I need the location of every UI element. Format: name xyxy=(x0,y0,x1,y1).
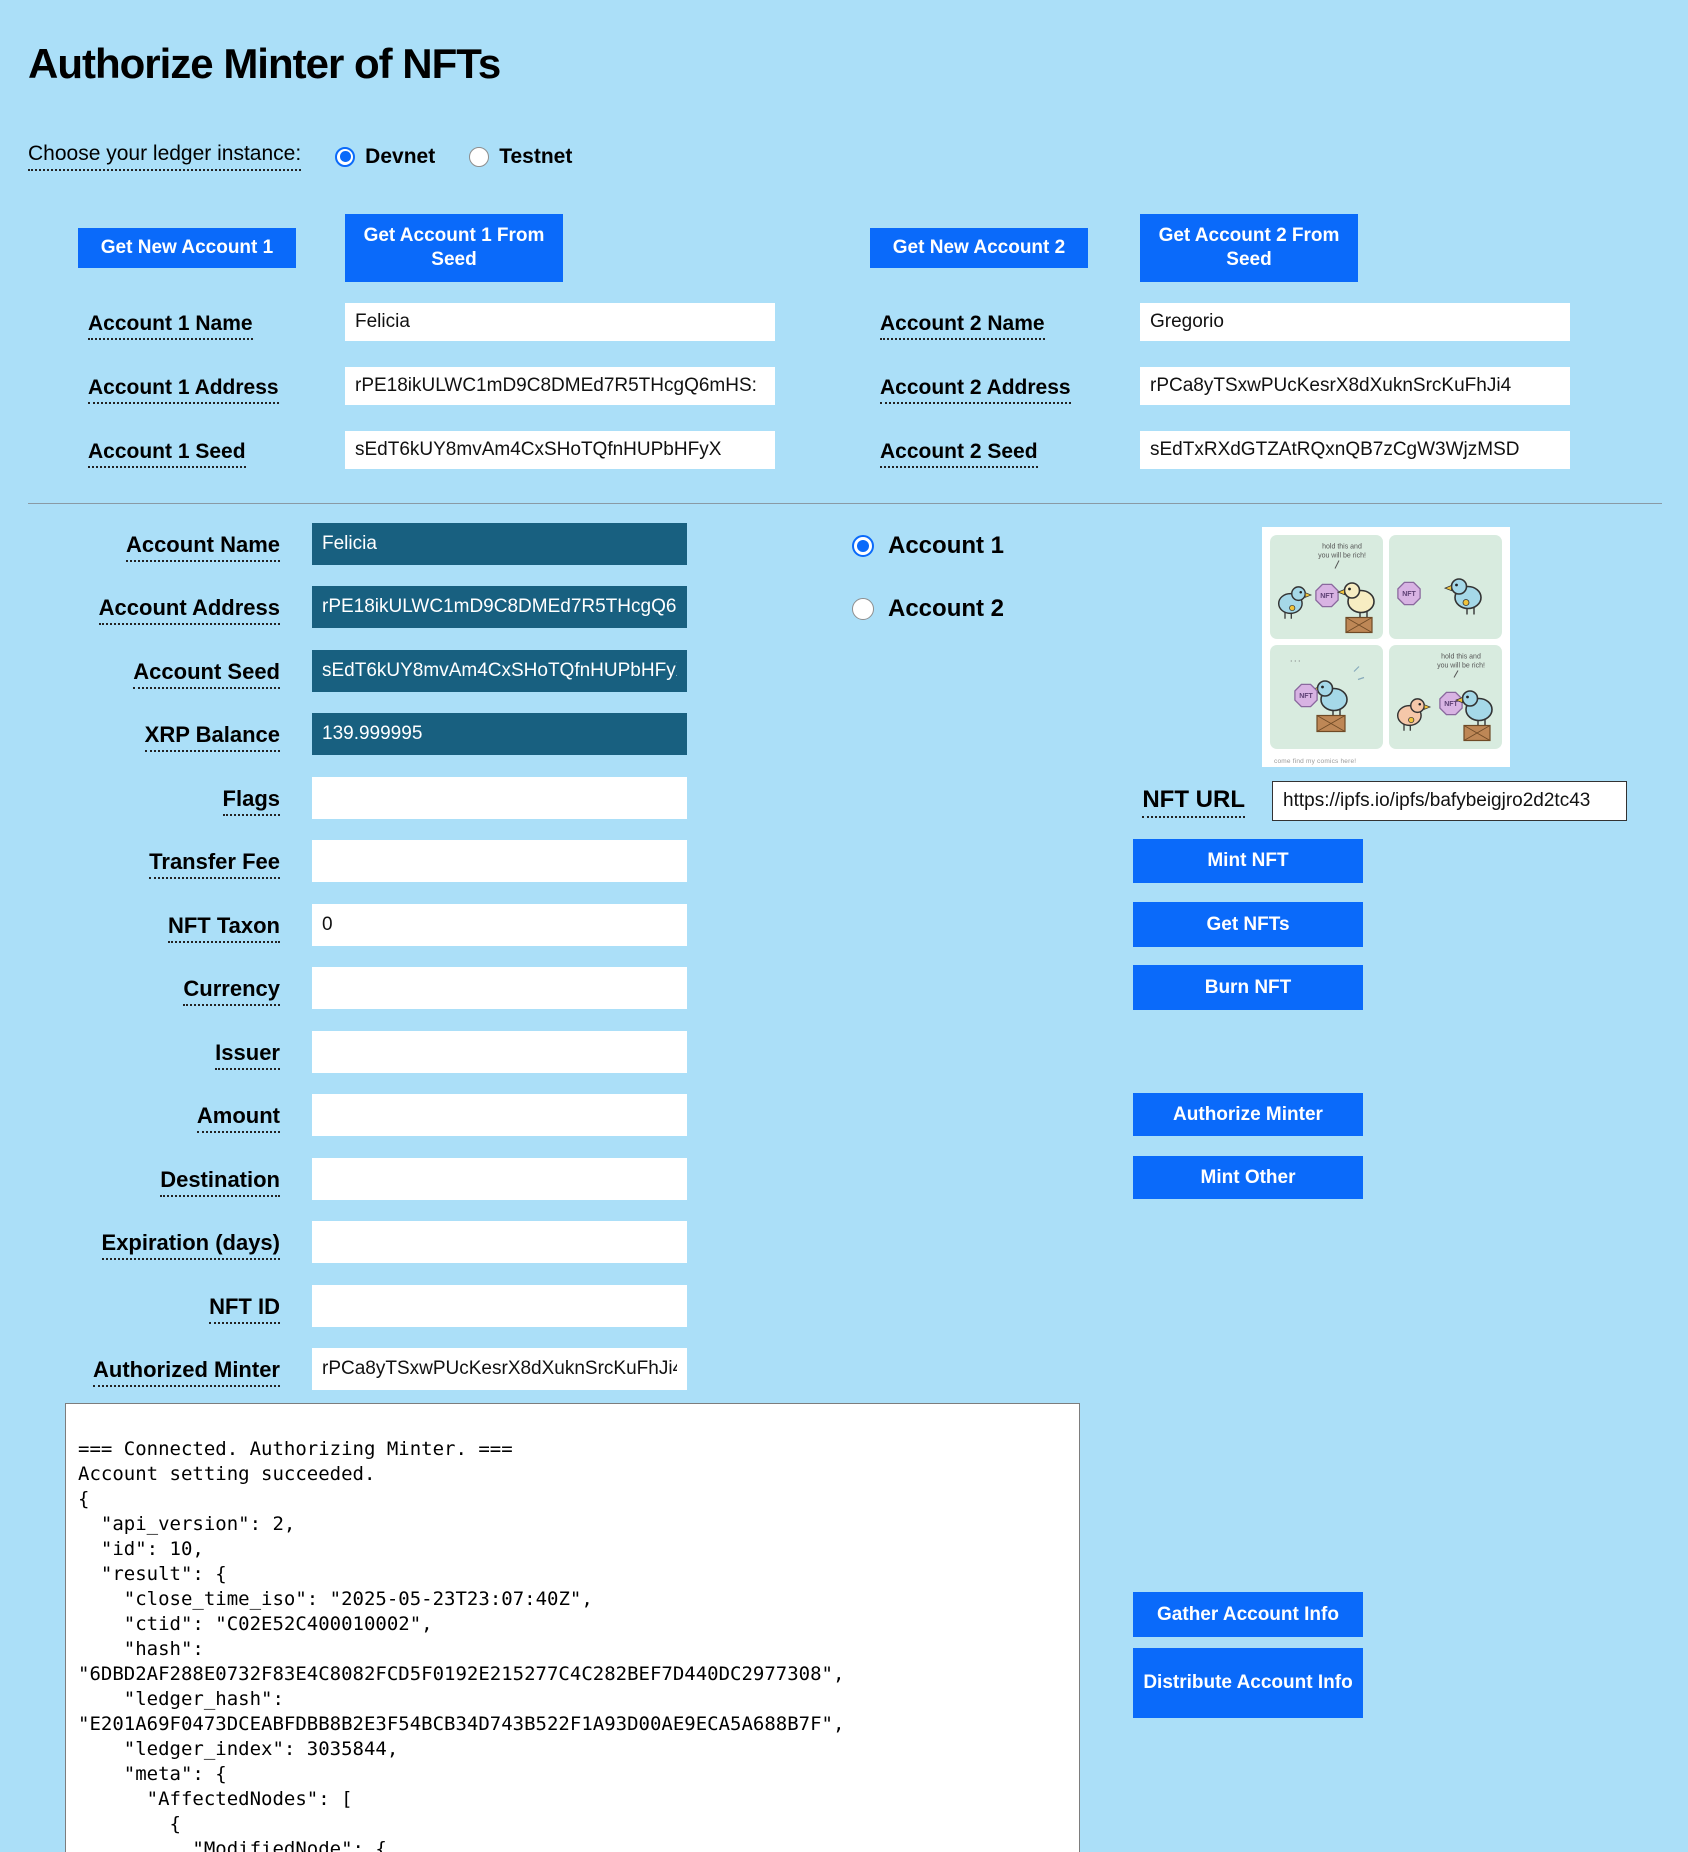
nft-taxon-input[interactable] xyxy=(312,904,687,946)
svg-text:you will be rich!: you will be rich! xyxy=(1437,662,1485,670)
burn-nft-button[interactable]: Burn NFT xyxy=(1133,965,1363,1010)
results-output[interactable] xyxy=(65,1403,1080,1852)
account-name-field[interactable] xyxy=(312,523,687,565)
xrp-balance-field[interactable] xyxy=(312,713,687,755)
issuer-input[interactable] xyxy=(312,1031,687,1073)
account2-select[interactable] xyxy=(852,595,1004,623)
account2-seed-label: Account 2 Seed xyxy=(880,440,1038,468)
svg-text:...: ... xyxy=(1290,653,1303,664)
ledger-option-devnet[interactable] xyxy=(335,145,435,169)
get-nfts-button[interactable]: Get NFTs xyxy=(1133,902,1363,947)
account-address-field[interactable] xyxy=(312,586,687,628)
expiration-label: Expiration (days) xyxy=(102,1230,280,1260)
devnet-radio-label: Devnet xyxy=(365,144,436,168)
account2-address-label: Account 2 Address xyxy=(880,376,1071,404)
nft-image-panel-4 xyxy=(1389,645,1502,749)
distribute-account-info-button[interactable]: Distribute Account Info xyxy=(1133,1648,1363,1718)
mint-other-button[interactable]: Mint Other xyxy=(1133,1156,1363,1199)
account2-seed-input[interactable] xyxy=(1140,431,1570,469)
transfer-fee-input[interactable] xyxy=(312,840,687,882)
account2-address-input[interactable] xyxy=(1140,367,1570,405)
currency-label: Currency xyxy=(183,976,280,1006)
amount-input[interactable] xyxy=(312,1094,687,1136)
destination-input[interactable] xyxy=(312,1158,687,1200)
ledger-option-testnet[interactable] xyxy=(469,145,572,169)
page-title: Authorize Minter of NFTs xyxy=(28,40,501,87)
authorized-minter-label: Authorized Minter xyxy=(93,1357,280,1387)
nft-image-panel-1 xyxy=(1270,535,1383,639)
flags-input[interactable] xyxy=(312,777,687,819)
nft-image-panel-3 xyxy=(1270,645,1383,749)
svg-text:NFT: NFT xyxy=(1444,701,1458,708)
nft-url-label: NFT URL xyxy=(1142,786,1245,818)
svg-text:hold this and: hold this and xyxy=(1441,653,1481,661)
nft-image xyxy=(1262,527,1510,767)
testnet-radio-label: Testnet xyxy=(499,144,573,168)
mint-nft-button[interactable]: Mint NFT xyxy=(1133,839,1363,883)
account2-name-input[interactable] xyxy=(1140,303,1570,341)
account2-radio-label: Account 2 xyxy=(888,595,1005,622)
get-new-account1-button[interactable]: Get New Account 1 xyxy=(78,228,296,268)
currency-input[interactable] xyxy=(312,967,687,1009)
amount-label: Amount xyxy=(197,1103,280,1133)
devnet-radio[interactable] xyxy=(335,147,355,167)
transfer-fee-label: Transfer Fee xyxy=(149,849,280,879)
xrp-balance-label: XRP Balance xyxy=(145,722,280,752)
destination-label: Destination xyxy=(160,1167,280,1197)
expiration-input[interactable] xyxy=(312,1221,687,1263)
account1-radio-label: Account 1 xyxy=(888,532,1005,559)
account2-name-label: Account 2 Name xyxy=(880,312,1045,340)
testnet-radio[interactable] xyxy=(469,147,489,167)
account1-seed-label: Account 1 Seed xyxy=(88,440,246,468)
ledger-instance-label: Choose your ledger instance: xyxy=(28,142,301,171)
account1-address-label: Account 1 Address xyxy=(88,376,279,404)
account1-seed-input[interactable] xyxy=(345,431,775,469)
account-seed-label: Account Seed xyxy=(133,659,280,689)
svg-text:NFT: NFT xyxy=(1402,591,1416,598)
account-address-label: Account Address xyxy=(99,595,280,625)
account1-name-input[interactable] xyxy=(345,303,775,341)
authorized-minter-input[interactable] xyxy=(312,1348,687,1390)
account1-select[interactable] xyxy=(852,532,1004,560)
issuer-label: Issuer xyxy=(215,1040,280,1070)
account2-radio[interactable] xyxy=(852,598,874,620)
nft-url-input[interactable] xyxy=(1272,781,1627,821)
get-account1-from-seed-button[interactable]: Get Account 1 From Seed xyxy=(345,214,563,282)
account1-address-input[interactable] xyxy=(345,367,775,405)
svg-text:hold this and: hold this and xyxy=(1322,543,1362,551)
gather-account-info-button[interactable]: Gather Account Info xyxy=(1133,1592,1363,1637)
svg-text:NFT: NFT xyxy=(1320,593,1334,600)
get-account2-from-seed-button[interactable]: Get Account 2 From Seed xyxy=(1140,214,1358,282)
svg-text:you will be rich!: you will be rich! xyxy=(1318,552,1366,560)
nft-image-caption: come find my comics here! xyxy=(1274,758,1357,765)
account1-radio[interactable] xyxy=(852,535,874,557)
account-seed-field[interactable] xyxy=(312,650,687,692)
account-name-label: Account Name xyxy=(126,532,280,562)
nft-image-panel-2 xyxy=(1389,535,1502,639)
nft-id-input[interactable] xyxy=(312,1285,687,1327)
nft-taxon-label: NFT Taxon xyxy=(168,913,280,943)
nft-id-label: NFT ID xyxy=(209,1294,280,1324)
flags-label: Flags xyxy=(223,786,280,816)
account1-name-label: Account 1 Name xyxy=(88,312,253,340)
authorize-minter-button[interactable]: Authorize Minter xyxy=(1133,1093,1363,1136)
svg-text:NFT: NFT xyxy=(1299,693,1313,700)
section-divider xyxy=(28,503,1662,504)
get-new-account2-button[interactable]: Get New Account 2 xyxy=(870,228,1088,268)
